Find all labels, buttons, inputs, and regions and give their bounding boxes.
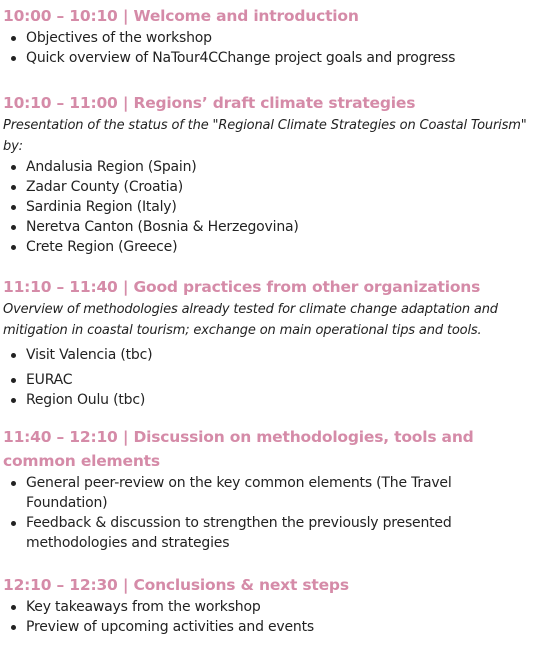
agenda-section-regions bbox=[3, 91, 528, 257]
section-heading: 11:40 – 12:10 | Discussion on methodologies, tools and common elements bbox=[3, 428, 474, 470]
section-heading: 10:00 – 10:10 | Welcome and introduction bbox=[3, 7, 359, 25]
bullet-list bbox=[3, 345, 528, 410]
section-heading: 12:10 – 12:30 | Conclusions & next steps bbox=[3, 576, 349, 594]
bullet-list bbox=[3, 157, 528, 257]
bullet-list bbox=[3, 597, 528, 637]
list-item: Objectives of the workshop bbox=[3, 28, 528, 48]
agenda-section-conclusions bbox=[3, 573, 528, 637]
list-item: Feedback & discussion to strengthen the previously presented methodologies and strategies bbox=[3, 513, 528, 553]
list-item: Andalusia Region (Spain) bbox=[3, 157, 528, 177]
list-item: Zadar County (Croatia) bbox=[3, 177, 528, 197]
list-item: Key takeaways from the workshop bbox=[3, 597, 528, 617]
section-intro: Presentation of the status of the "Regional Climate Strategies on Coastal Tourism" by: bbox=[3, 118, 527, 154]
list-item: Crete Region (Greece) bbox=[3, 237, 528, 257]
list-item: Sardinia Region (Italy) bbox=[3, 197, 528, 217]
list-item: General peer-review on the key common elements (The Travel Foundation) bbox=[3, 473, 528, 513]
bullet-list bbox=[3, 28, 528, 68]
agenda-section-good-practices bbox=[3, 275, 528, 410]
bullet-list bbox=[3, 473, 528, 553]
list-item: Region Oulu (tbc) bbox=[3, 390, 528, 410]
list-item: Preview of upcoming activities and events bbox=[3, 617, 528, 637]
list-item: EURAC bbox=[3, 370, 528, 390]
section-intro: Overview of methodologies already tested for climate change adaptation and mitigation in coastal tourism; exchange on main operational tips and tools. bbox=[3, 302, 498, 338]
list-item: Visit Valencia (tbc) bbox=[3, 345, 528, 365]
list-item: Neretva Canton (Bosnia & Herzegovina) bbox=[3, 217, 528, 237]
list-item: Quick overview of NaTour4CChange project goals and progress bbox=[3, 48, 528, 68]
section-heading: 10:10 – 11:00 | Regions’ draft climate strategies bbox=[3, 94, 416, 112]
agenda-section-discussion bbox=[3, 425, 528, 553]
agenda-section-welcome bbox=[3, 4, 528, 68]
section-heading: 11:10 – 11:40 | Good practices from other organizations bbox=[3, 278, 481, 296]
